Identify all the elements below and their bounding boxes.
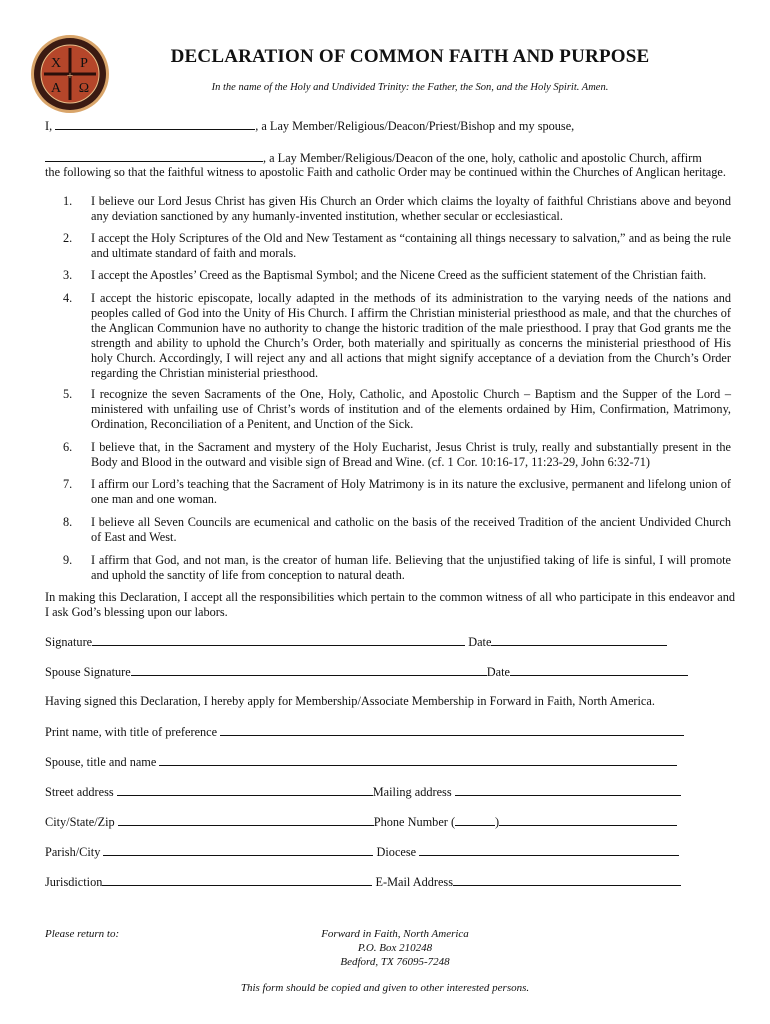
- spouse-name-row: [45, 754, 677, 770]
- logo-letter-p: P: [80, 56, 88, 71]
- spouse-title-label: Spouse, title and name: [45, 755, 157, 769]
- page-title: DECLARATION OF COMMON FAITH AND PURPOSE: [170, 46, 650, 67]
- spouse-name-blank[interactable]: [45, 150, 263, 162]
- signature-date-field[interactable]: [491, 634, 667, 646]
- return-po-box: P.O. Box 210248: [357, 942, 433, 954]
- city-field[interactable]: [118, 814, 374, 826]
- spouse-date-field[interactable]: [510, 664, 688, 676]
- intro-suffix-1: , a Lay Member/Religious/Deacon/Priest/Bishop and my spouse,: [255, 119, 575, 133]
- spouse-signature-row: [45, 664, 688, 680]
- return-label: Please return to:: [45, 928, 120, 940]
- phone-close: ): [495, 815, 500, 829]
- jurisdiction-label: Jurisdiction: [45, 875, 103, 889]
- intro-line-1: [45, 118, 735, 134]
- emblem-logo: [20, 34, 120, 114]
- diocese-label: Diocese: [376, 845, 417, 859]
- street-field[interactable]: [117, 784, 373, 796]
- signature-row: [45, 634, 667, 650]
- page-subtitle: In the name of the Holy and Undivided Trinity: the Father, the Son, and the Holy Spirit. Amen.: [211, 82, 609, 93]
- member-name-blank[interactable]: [55, 118, 255, 130]
- print-name-field[interactable]: [220, 724, 684, 736]
- mailing-label: Mailing address: [372, 785, 452, 799]
- logo-letter-omega: Ω: [78, 81, 90, 96]
- return-city: Bedford, TX 76095-7248: [340, 956, 450, 968]
- city-phone-row: [45, 814, 677, 830]
- parish-label: Parish/City: [45, 845, 101, 859]
- jurisdiction-row: [45, 874, 681, 890]
- spouse-date-label: Date: [486, 665, 510, 679]
- intro-suffix-2: , a Lay Member/Religious/Deacon of the one, holy, catholic and apostolic Church, affirm: [263, 151, 702, 165]
- diocese-field[interactable]: [419, 844, 679, 856]
- print-name-row: [45, 724, 684, 740]
- signature-date-label: Date: [468, 635, 492, 649]
- spouse-title-field[interactable]: [159, 754, 677, 766]
- closing-statement: In making this Declaration, I accept all the responsibilities which pertain to the common witness of all who participate in this endeavor and I ask God’s blessing upon our labors.: [45, 590, 735, 619]
- intro-rest: the following so that the faithful witness to apostolic Faith and catholic Order may be continued within the Churches of Anglican heritage.: [45, 165, 726, 179]
- application-statement: Having signed this Declaration, I hereby apply for Membership/Associate Membership in Forward in Faith, North America.: [45, 694, 655, 708]
- signature-field[interactable]: [92, 634, 465, 646]
- return-org: Forward in Faith, North America: [321, 928, 469, 940]
- email-label: E-Mail Address: [375, 875, 453, 889]
- spouse-signature-field[interactable]: [131, 664, 487, 676]
- mailing-field[interactable]: [455, 784, 681, 796]
- parish-field[interactable]: [103, 844, 373, 856]
- logo-center-cross: +: [66, 70, 74, 82]
- logo-letter-x: X: [50, 56, 62, 71]
- email-field[interactable]: [453, 874, 681, 886]
- jurisdiction-field[interactable]: [102, 874, 372, 886]
- phone-area-code-field[interactable]: [455, 814, 495, 826]
- logo-letter-alpha: A: [50, 81, 62, 96]
- intro-prefix: I,: [45, 119, 53, 133]
- print-name-label: Print name, with title of preference: [45, 725, 218, 739]
- spouse-signature-label: Spouse Signature: [45, 665, 131, 679]
- street-label: Street address: [45, 785, 114, 799]
- parish-row: [45, 844, 679, 860]
- address-row: [45, 784, 681, 800]
- phone-field[interactable]: [499, 814, 677, 826]
- copy-note: This form should be copied and given to other interested persons.: [240, 982, 530, 994]
- intro-line-2: [45, 150, 735, 166]
- phone-label: Phone Number (: [373, 815, 456, 829]
- city-label: City/State/Zip: [45, 815, 115, 829]
- signature-label: Signature: [45, 635, 93, 649]
